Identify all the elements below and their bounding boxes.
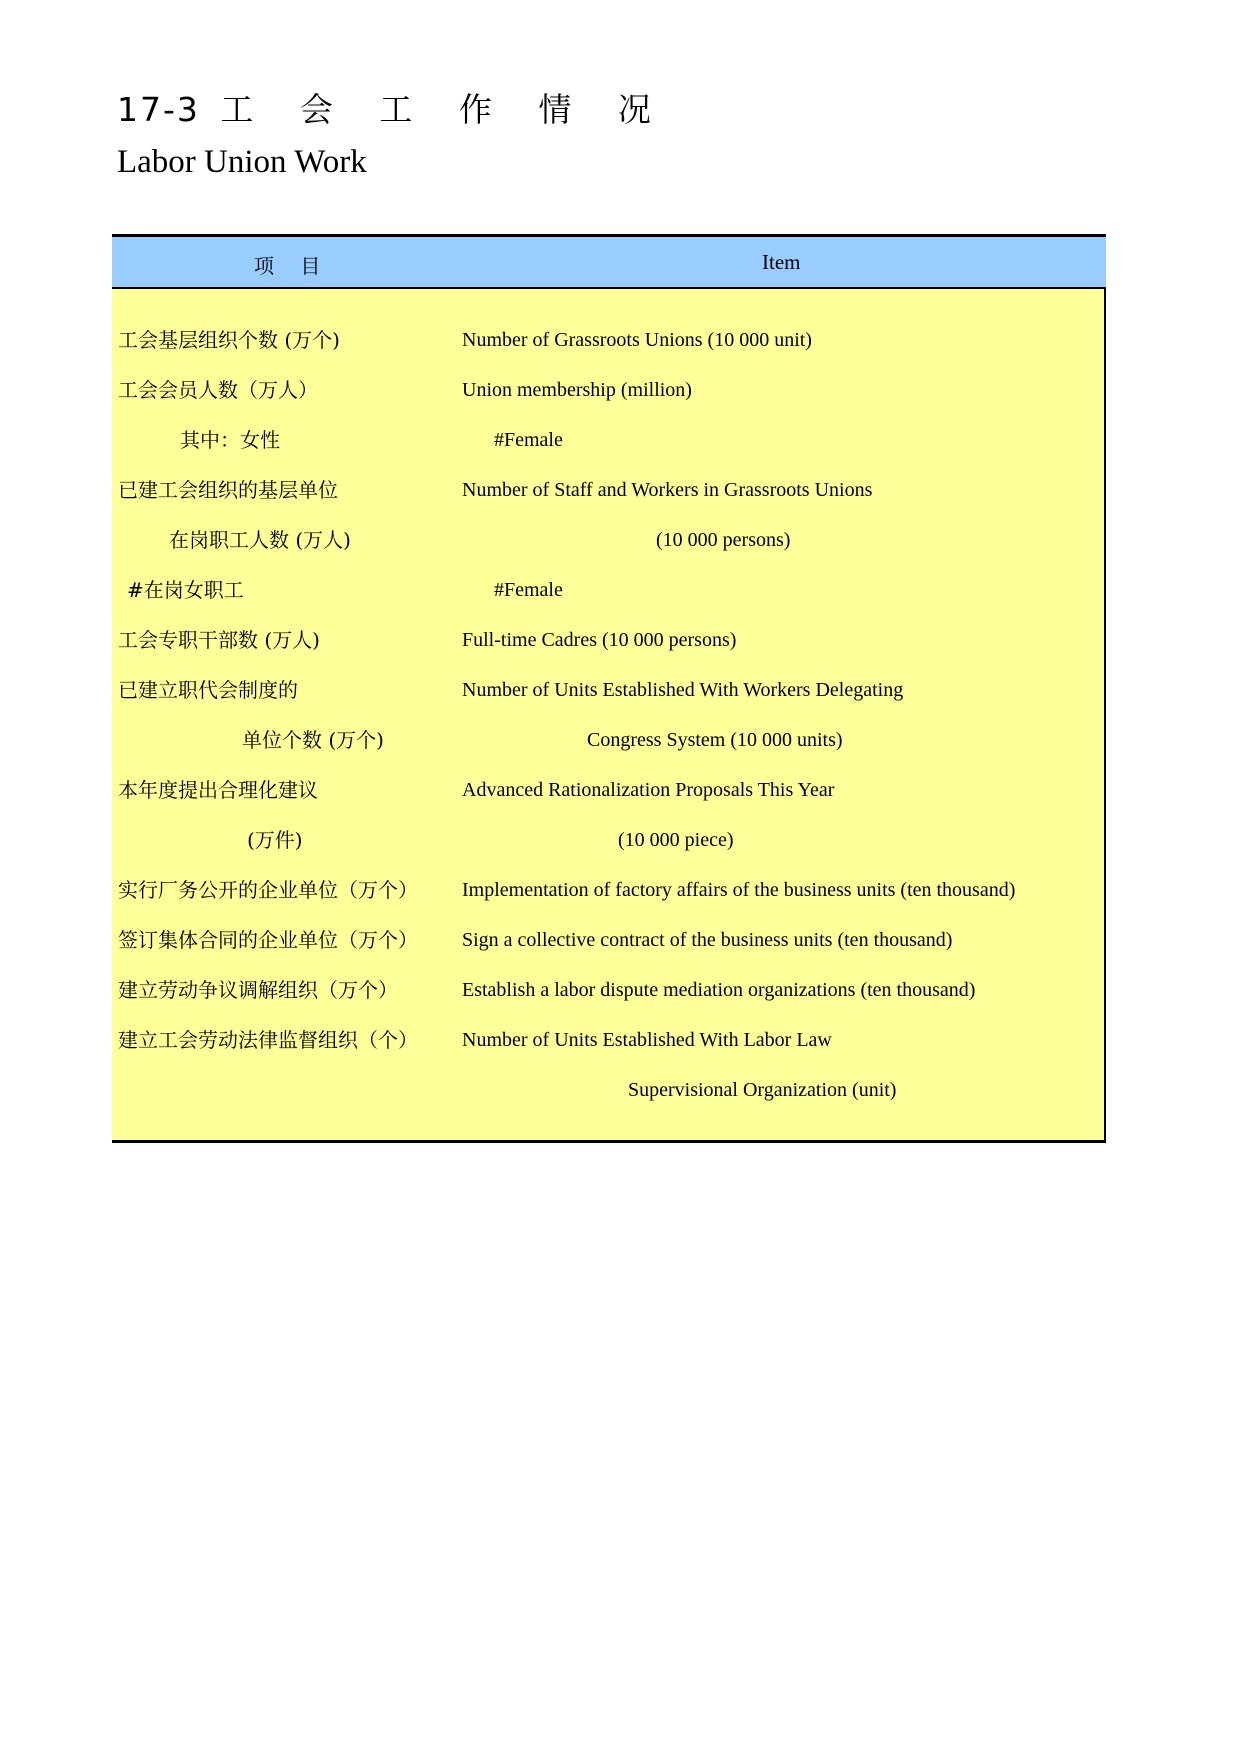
table-row: [112, 375, 1102, 425]
row-label-cn: 工会会员人数（万人）: [118, 378, 318, 402]
row-label-cn: (万件): [247, 828, 303, 852]
row-label-cn: 实行厂务公开的企业单位（万个）: [118, 878, 418, 902]
row-label-en: Supervisional Organization (unit): [628, 1079, 897, 1101]
row-label-cn: 工会基层组织个数 (万个): [118, 328, 340, 352]
row-label-en: Advanced Rationalization Proposals This Year: [462, 779, 835, 801]
table-row: [112, 625, 1102, 675]
row-label-en: Sign a collective contract of the business units (ten thousand): [462, 929, 953, 951]
table-row: [112, 925, 1102, 975]
row-label-cn: 签订集体合同的企业单位（万个）: [118, 928, 418, 952]
row-label-en: Full-time Cadres (10 000 persons): [462, 629, 737, 651]
row-label-cn: 已建工会组织的基层单位: [118, 478, 338, 502]
table-row: [112, 725, 1102, 775]
row-label-cn: 在岗职工人数 (万人): [169, 528, 351, 552]
table-body: [112, 289, 1106, 1143]
labor-union-table: [112, 234, 1106, 1143]
table-row: [112, 825, 1102, 875]
header-item-english: Item: [762, 250, 801, 274]
page-title-chinese: [117, 88, 669, 132]
table-row: [112, 575, 1102, 625]
row-label-cn: 建立劳动争议调解组织（万个）: [118, 978, 398, 1002]
title-chinese-text: 工 会 工 作 情 况: [220, 90, 669, 129]
table-row: [112, 1075, 1102, 1125]
table-number: 17-3: [117, 90, 200, 129]
row-label-en: #Female: [494, 429, 563, 451]
row-label-en: #Female: [494, 579, 563, 601]
row-label-cn: 单位个数 (万个): [242, 728, 384, 752]
table-header: [112, 234, 1106, 289]
header-item-chinese: 项 目: [254, 254, 331, 278]
row-label-cn: 已建立职代会制度的: [118, 678, 298, 702]
table-row: [112, 1025, 1102, 1075]
table-row: [112, 975, 1102, 1025]
row-label-en: Implementation of factory affairs of the business units (ten thousand): [462, 879, 1016, 901]
row-label-cn: 其中：女性: [180, 428, 280, 452]
table-row: [112, 525, 1102, 575]
row-label-en: Establish a labor dispute mediation organizations (ten thousand): [462, 979, 976, 1001]
row-label-cn: 本年度提出合理化建议: [118, 778, 318, 802]
row-label-en: Number of Grassroots Unions (10 000 unit): [462, 329, 812, 351]
row-label-cn: 建立工会劳动法律监督组织（个）: [118, 1028, 418, 1052]
table-row: [112, 325, 1102, 375]
row-label-en: Number of Units Established With Labor Law: [462, 1029, 832, 1051]
row-label-en: (10 000 persons): [656, 529, 791, 551]
row-label-en: Number of Staff and Workers in Grassroots Unions: [462, 479, 873, 501]
table-row: [112, 425, 1102, 475]
page-title-english: Labor Union Work: [117, 144, 367, 180]
row-label-cn: 工会专职干部数 (万人): [118, 628, 320, 652]
table-row: [112, 775, 1102, 825]
row-label-en: (10 000 piece): [618, 829, 734, 851]
row-label-cn: #在岗女职工: [127, 578, 244, 602]
table-row: [112, 875, 1102, 925]
row-label-en: Number of Units Established With Workers Delegating: [462, 679, 904, 701]
row-label-en: Union membership (million): [462, 379, 692, 401]
row-label-en: Congress System (10 000 units): [587, 729, 843, 751]
table-row: [112, 475, 1102, 525]
table-row: [112, 675, 1102, 725]
